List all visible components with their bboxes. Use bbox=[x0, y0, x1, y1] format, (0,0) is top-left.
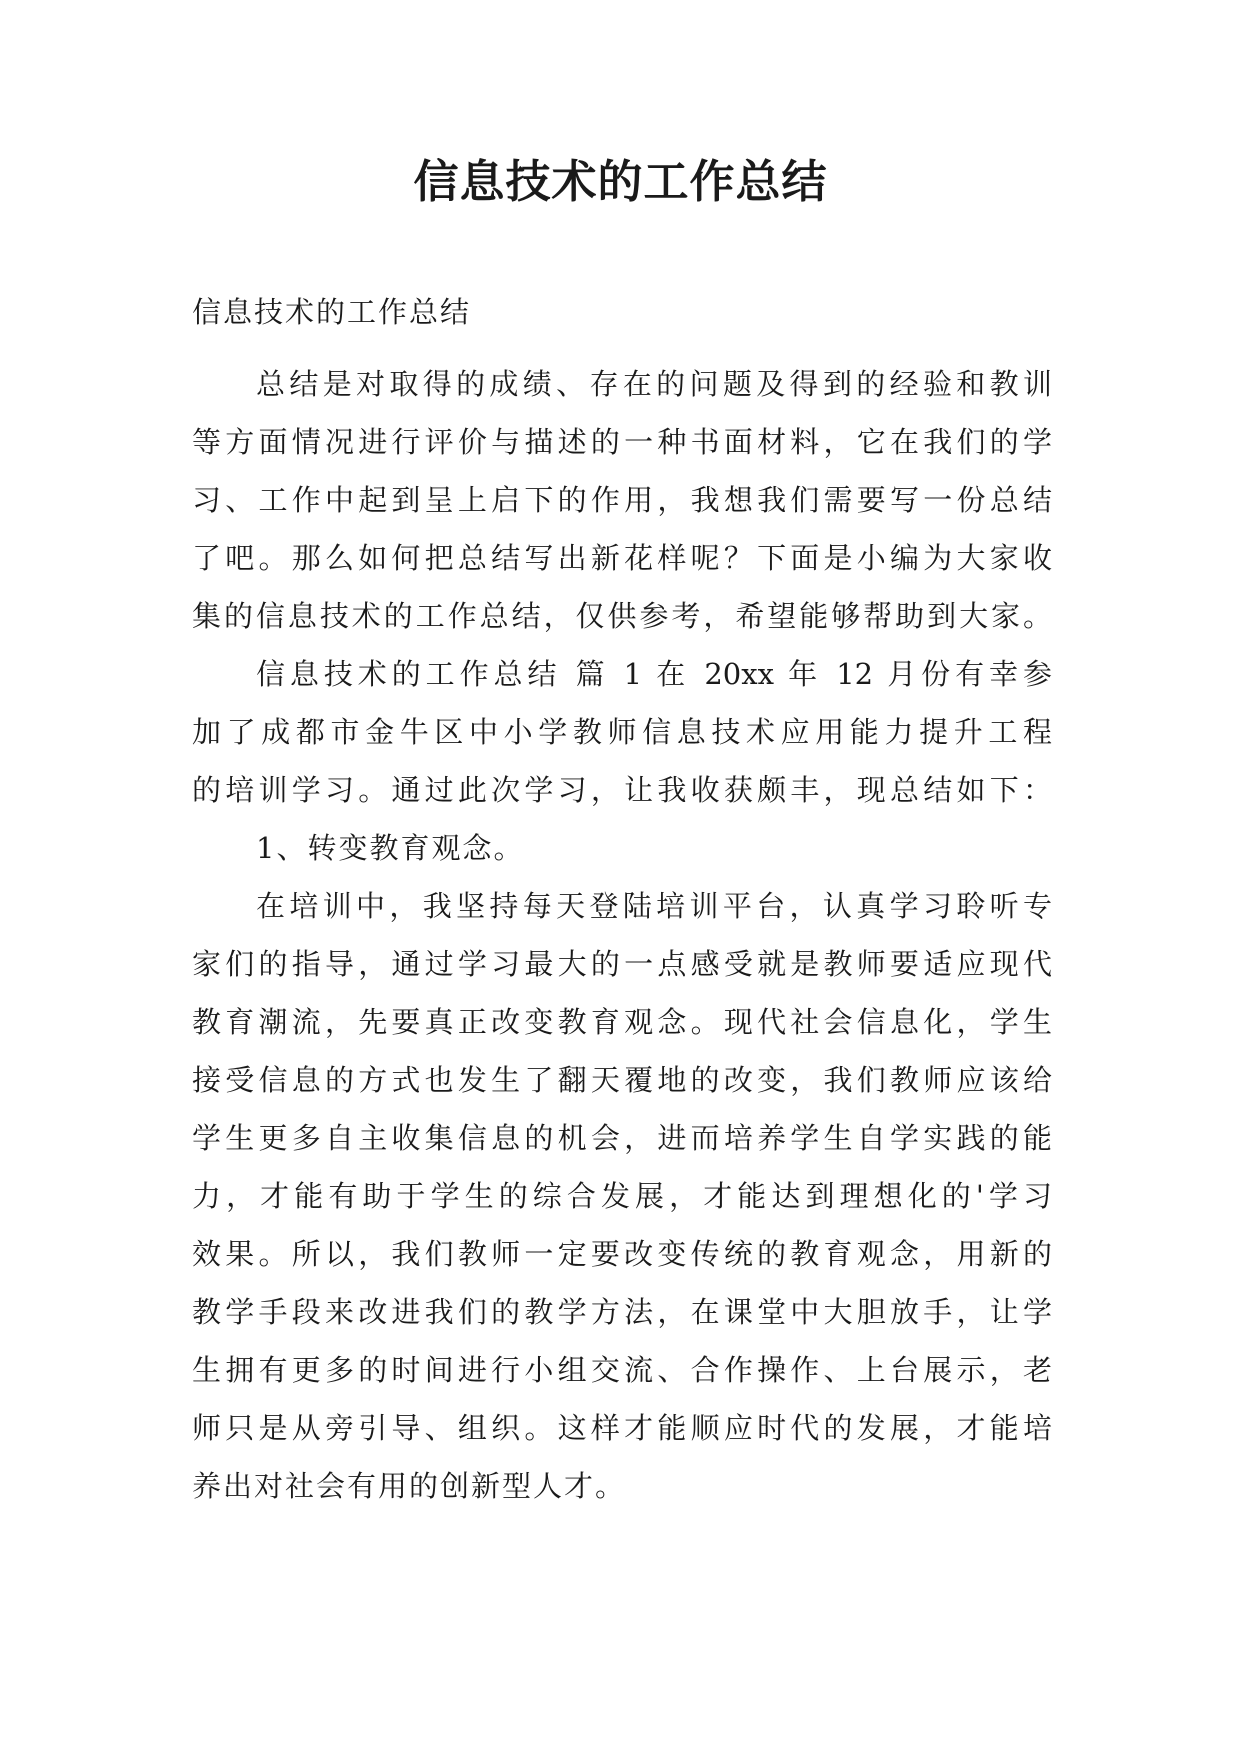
document-title: 信息技术的工作总结 bbox=[413, 155, 828, 208]
body-line: 养出对社会有用的创新型人才。 bbox=[192, 1469, 627, 1503]
section-heading: 1、转变教育观念。 bbox=[256, 831, 525, 865]
body-line: 的培训学习。通过此次学习，让我收获颇丰，现总结如下： bbox=[192, 773, 1052, 807]
body-line: 效果。所以，我们教师一定要改变传统的教育观念，用新的 bbox=[192, 1237, 1052, 1271]
body-line: 家们的指导，通过学习最大的一点感受就是教师要适应现代 bbox=[192, 947, 1052, 981]
document-subtitle: 信息技术的工作总结 bbox=[192, 295, 472, 329]
body-line: 习、工作中起到呈上启下的作用，我想我们需要写一份总结 bbox=[192, 483, 1052, 517]
body-line: 总结是对取得的成绩、存在的问题及得到的经验和教训 bbox=[256, 367, 1052, 401]
body-line: 教学手段来改进我们的教学方法，在课堂中大胆放手，让学 bbox=[192, 1295, 1052, 1329]
body-line: 教育潮流，先要真正改变教育观念。现代社会信息化，学生 bbox=[192, 1005, 1052, 1039]
body-line: 接受信息的方式也发生了翻天覆地的改变，我们教师应该给 bbox=[192, 1063, 1052, 1097]
body-line: 集的信息技术的工作总结，仅供参考，希望能够帮助到大家。 bbox=[192, 599, 1052, 633]
body-line: 信息技术的工作总结 篇 1 在 20xx 年 12 月份有幸参 bbox=[256, 657, 1052, 691]
body-line: 生拥有更多的时间进行小组交流、合作操作、上台展示，老 bbox=[192, 1353, 1052, 1387]
body-line: 学生更多自主收集信息的机会，进而培养学生自学实践的能 bbox=[192, 1121, 1052, 1155]
body-line: 力，才能有助于学生的综合发展，才能达到理想化的'学习 bbox=[192, 1179, 1052, 1213]
body-line: 在培训中，我坚持每天登陆培训平台，认真学习聆听专 bbox=[256, 889, 1052, 923]
body-line: 等方面情况进行评价与描述的一种书面材料，它在我们的学 bbox=[192, 425, 1052, 459]
body-line: 师只是从旁引导、组织。这样才能顺应时代的发展，才能培 bbox=[192, 1411, 1052, 1445]
body-line: 加了成都市金牛区中小学教师信息技术应用能力提升工程 bbox=[192, 715, 1052, 749]
body-line: 了吧。那么如何把总结写出新花样呢？下面是小编为大家收 bbox=[192, 541, 1052, 575]
